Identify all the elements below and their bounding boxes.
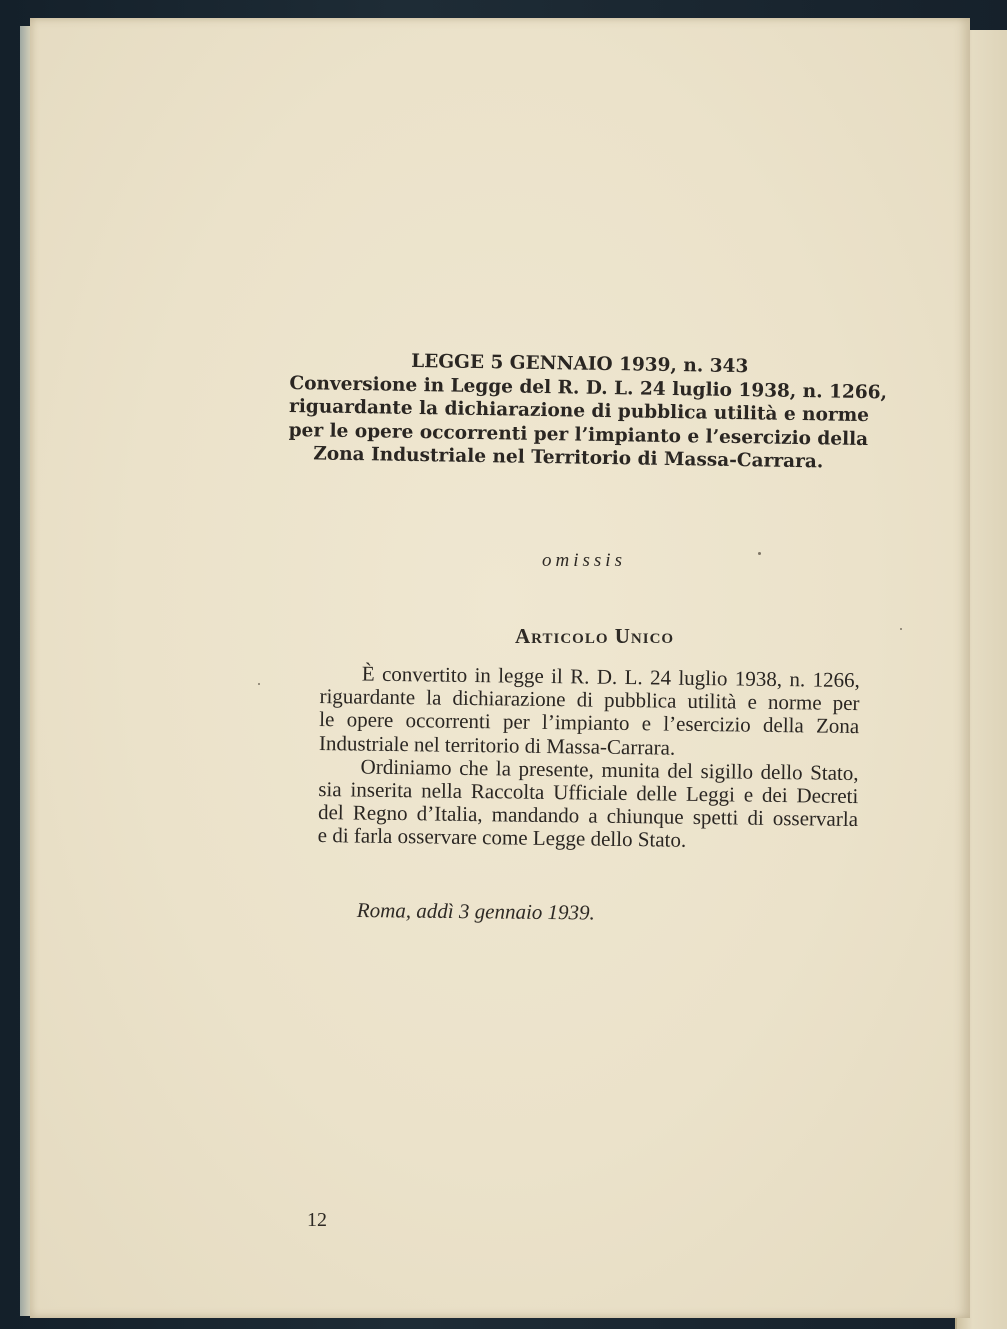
body-line: del Regno d’Italia, mandando a chiunque spetti di osservarla (317, 800, 859, 832)
body-line: le opere occorrenti per l’impianto e l’esercizio della Zona (319, 707, 860, 739)
body-line: riguardante la dichiarazione di pubblica utilità e norme per (319, 684, 860, 716)
article-body (318, 662, 860, 855)
law-heading (288, 348, 888, 474)
heading-line: Conversione in Legge del R. D. L. 24 luglio 1938, n. 1266, (289, 372, 888, 403)
omissis-marker: omissis (542, 550, 626, 571)
heading-line: riguardante la dichiarazione di pubblica utilità e norme (288, 395, 870, 427)
article-title: Articolo Unico (515, 624, 675, 648)
heading-line: Zona Industriale nel Territorio di Massa-Carrara. (313, 443, 824, 473)
page-number: 12 (307, 1209, 327, 1231)
paper-speck (900, 628, 902, 630)
body-line: È convertito in legge il R. D. L. 24 luglio 1938, n. 1266, (361, 661, 860, 693)
body-line: e di farla osservare come Legge dello Stato. (317, 823, 687, 853)
heading-line: per le opere occorrenti per l’impianto e l’esercizio della (288, 419, 869, 450)
paper-speck (758, 552, 761, 555)
heading-line: LEGGE 5 GENNAIO 1939, n. 343 (411, 350, 749, 378)
place-date-line: Roma, addì 3 gennaio 1939. (356, 898, 595, 925)
body-line: sia inserita nella Raccolta Ufficiale delle Leggi e dei Decreti (318, 777, 859, 809)
body-line: Industriale nel territorio di Massa-Carrara. (318, 730, 676, 760)
body-line: Ordiniamo che la presente, munita del sigillo dello Stato, (360, 754, 859, 785)
paper-speck (258, 683, 260, 685)
